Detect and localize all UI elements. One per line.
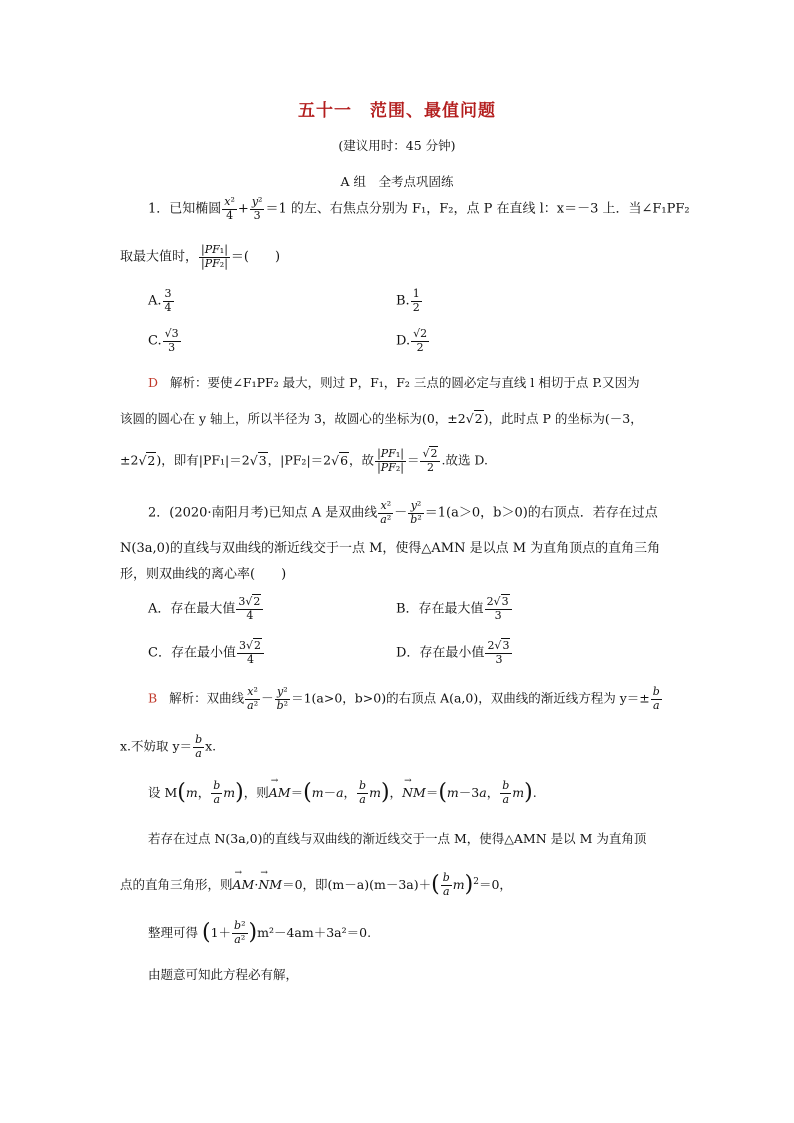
sol1-line1: D 解析：要使∠F₁PF₂ 最大，则过 P，F₁，F₂ 三点的圆必定与直线 l 相切于点 P.又因为: [148, 375, 640, 390]
q1-option-c[interactable]: C. $\frac{√3}{3}$: [148, 327, 179, 354]
q1-line1: 1．已知椭圆 $\frac{\text{x²}}{4}$ + $\frac{\text{y²}}{3}$ ＝1 的左、右焦点分别为 F₁，F₂，点 P 在直线 l：x＝－3 上．当∠F₁PF₂: [148, 195, 690, 222]
vector-nm: → NM: [402, 784, 426, 802]
fraction: $\frac{\text{|PF₁|}}{\text{|PF₂|}}$: [201, 243, 228, 270]
q1-option-d[interactable]: D. $\frac{√2}{2}$: [396, 327, 428, 354]
page-title: 五十一 范围、最值问题: [298, 101, 496, 121]
sol2-line3: 设 M(m， $\frac{b}{a}$ m)，则→ AM＝(m－a， $\frac{b}{a}$ m)，→ NM＝(m－3a， $\frac{b}{a}$ m).: [148, 778, 537, 809]
q1-option-a[interactable]: A. $\frac{3}{4}$: [148, 287, 172, 314]
fraction: $\frac{\text{x²}}{4}$: [224, 195, 235, 222]
sol1-line3: ±2√2)，即有|PF₁|＝2√3，|PF₂|＝2√6，故 $\frac{\text{|PF₁|}}{\text{|PF₂|}}$ ＝ $\frac{√2}{2}$ .故选 D.: [120, 447, 488, 474]
sol2-line6: 整理可得 (1＋ $\frac{\text{b²}}{\text{a²}}$ )m²－4am＋3a²＝0.: [148, 919, 372, 946]
q1-option-b[interactable]: B. $\frac{1}{2}$: [396, 287, 420, 314]
q2-option-d[interactable]: D．存在最小值 $\frac{2√3}{3}$: [396, 640, 513, 666]
group-heading: A 组 全考点巩固练: [340, 174, 454, 189]
vector-am: → AM: [269, 784, 291, 802]
q2-line1: 2．(2020·南阳月考)已知点 A 是双曲线 $\frac{\text{x²}}{\text{a²}}$ － $\frac{\text{y²}}{\text{b²}}$ ＝1(a＞0，b＞0)的右顶点．若存在过点: [148, 499, 658, 526]
fraction: $\frac{\text{y²}}{\text{b²}}$: [410, 499, 422, 526]
sol2-line2: x.不妨取 y＝ $\frac{b}{a}$ x.: [120, 733, 217, 760]
sol2-line4: 若存在过点 N(3a,0)的直线与双曲线的渐近线交于一点 M，使得△AMN 是以 M 为直角顶: [148, 831, 647, 846]
q2-option-b[interactable]: B．存在最大值 $\frac{2√3}{3}$: [396, 596, 513, 622]
fraction: $\frac{\text{|PF₁|}}{\text{|PF₂|}}$: [377, 447, 404, 474]
q2-option-c[interactable]: C．存在最小值 $\frac{3√2}{4}$: [148, 640, 265, 666]
fraction: $\frac{\text{y²}}{3}$: [251, 195, 263, 222]
fraction: $\frac{√2}{2}$: [420, 448, 440, 474]
vector-nm: → NM: [258, 876, 282, 894]
sol2-line1: B 解析：双曲线 $\frac{\text{x²}}{\text{a²}}$ － $\frac{\text{y²}}{\text{b²}}$ ＝1(a>0，b>0)的右顶点 A(a,0)，双曲线的渐近线方程为 y＝± $\frac{b}{a}$: [148, 685, 660, 712]
sol1-line2: 该圆的圆心在 y 轴上，所以半径为 3，故圆心的坐标为(0，±2√2)，此时点 P 的坐标为(－3，: [120, 411, 643, 426]
sol1-answer: D: [148, 375, 159, 390]
q2-line3: 形，则双曲线的离心率( ): [120, 567, 287, 582]
fraction: $\frac{\text{x²}}{\text{a²}}$: [380, 499, 392, 526]
q2-option-a[interactable]: A．存在最大值 $\frac{3√2}{4}$: [148, 596, 264, 622]
q1-line2: 取最大值时， $\frac{\text{|PF₁|}}{\text{|PF₂|}}$ ＝( ): [120, 243, 281, 270]
sol2-line5: 点的直角三角形，则→ AM·→ NM＝0，即(m－a)(m－3a)＋( $\frac{b}{a}$ m)$^2$＝0，: [120, 870, 512, 901]
sol2-line7: 由题意可知此方程必有解，: [148, 967, 299, 982]
sol2-answer: B: [148, 690, 158, 706]
time-note: (建议用时：45 分钟): [338, 138, 456, 153]
vector-am: → AM: [233, 876, 255, 894]
q2-line2: N(3a,0)的直线与双曲线的渐近线交于一点 M，使得△AMN 是以点 M 为直角顶点的直角三角: [120, 541, 661, 556]
